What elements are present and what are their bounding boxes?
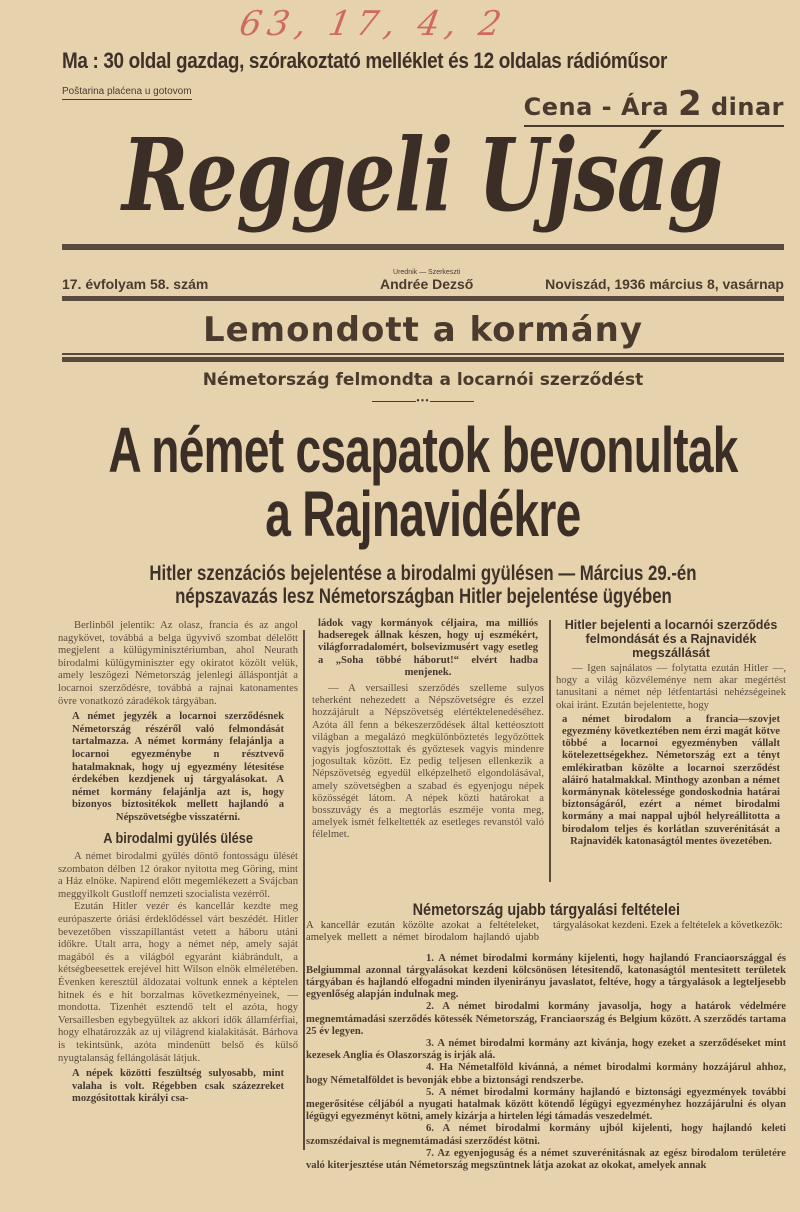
masthead-logo [58, 110, 786, 240]
condition-item: 6. A német birodalmi kormány ujból kijelenti, hogy hajlandó keleti szomszédaival is megnemtámadási szerződést kötni. [306, 1123, 786, 1147]
condition-item: 5. A német birodalmi kormány hajlandó e biztonsági egyezmények további megerősitése céljából a nyugati hatalmak között kötendő légügyi egyezményhez hozzájárulni és olyan légügyi egyezményt kötni, amely kizárja a hirtelen légi támadás veszedelmét. [306, 1086, 786, 1123]
postage-note: Poštarina plaćena u gotovom [62, 86, 192, 100]
bold-paragraph: a német birodalom a francia—szovjet egyezmény következtében nem érzi magát kötve többé a locarnoi egyezményben vállalt kötelezettségekhez. Németország ezt a tényt emlékiratban közölte a locarnoi szerződést aláiró hatalmakkal. Minthogy azonban a német kormánynak kötelessége gondoskodnia határai biztonságáról, ezért a német birodalmi kormány a mai nappal ujból helyreállitotta a birodalom teljes és korlátlan szuverénitását a Rajnavidék katonaságtól mentes övezetében. [562, 713, 780, 847]
editor-label: Urednik — Szerkeszti [393, 269, 461, 276]
subheadline-locarno: Németország felmondta a locarnói szerződést [202, 370, 644, 390]
condition-item: 2. A német birodalmi kormány javasolja, hogy a határok védelmére megnemtámadási szerződés kötessék Németország, Franciaország és Belgium között. A szerződés tartama 25 év legyen. [306, 1001, 786, 1037]
column-3 [556, 618, 786, 850]
divider-rule [62, 296, 784, 301]
section-heading: Hitler bejelenti a locarnói szerződés felmondását és a Rajnavidék megszállását [564, 618, 778, 660]
ornament-divider: ••• [62, 396, 784, 407]
bold-paragraph: ládok vagy kormányok céljaira, ma milliós hadseregek állnak készen, hogy uj eszmékért, világforradalomért, bolsevizmusért vagy esetleg a „Soha többé háborut!“ elvért hadba menjenek. [318, 618, 538, 678]
bold-paragraph: A népek közötti feszültség sulyosabb, mint valaha is volt. Régebben csak százezreket mozgósitottak királyi csa- [72, 1068, 284, 1105]
paragraph: Berlinből jelentik: Az olasz, francia és az angol nagykövet, továbbá a belga ügyvivő szombat délelőtt megjelent a külügyminisztériumban, ahol Neurath birodalmi külügyminiszter egy okiratot közölt velük, amely leszögezi Németország jelenlegi álláspontját a locarnoi szerződésre, továbbá a rajnai katonamentes övre vonatkozó záradékok tárgyában. [58, 620, 298, 707]
paragraph: — A versaillesi szerződés szelleme sulyos teherként nehezedett a Népszövetségre és ezzel hozzájárult a Népszövetség elértéktelenedéséhez. Azóta áll fenn a békeszerződések által kettéosztott világban a megalázó megkülönböztetés legyőzöttek vagyis jogfosztottak és győztesek vagyis mindenre jogosultak között. Ez pedig teljesen ellenkezik a Népszövetség egyedül elképzelhető elgondolásával, amely szövetségben a szabad és egyenjogu népek közösségét látom. A népek közti határokat a bosszuvágy és a megtorlás eszméje vonta meg, amelyek ismét felkeltették az esetleges revanstól való félelmet. [312, 683, 544, 841]
divider-rule [62, 353, 784, 355]
masthead-title: Reggeli Ujság [122, 116, 722, 234]
editor [380, 269, 473, 292]
sub-headline-line-2: népszavazás lesz Németországban Hitler bejelentése ügyében [174, 585, 672, 608]
column-rule [303, 630, 305, 1150]
paragraph: A német birodalmi gyülés döntő fontosságu ülését szombaton délben 12 órakor nyitotta meg Göring, mint a Ház elnöke. Napirend előtt megemlékezett a Svájcban meggyilkolt Gustloff nemzeti szocialista vezérről. [58, 851, 298, 900]
volume-number: 17. évfolyam 58. szám [62, 276, 209, 292]
section-heading: Németország ujabb tárgyalási feltételei [412, 900, 680, 919]
archive-handwritten-number: 63, 17, 4, 2 [236, 4, 511, 44]
dateline: Noviszád, 1936 március 8, vasárnap [545, 276, 784, 292]
condition-item: 3. A német birodalmi kormány azt kivánja, hogy ezeket a szerződéseket mint kezesek Anglia és Olaszország is irják alá. [306, 1038, 786, 1062]
condition-item: 1. A német birodalmi kormány kijelenti, hogy hajlandó Franciaországgal és Belgiummal azonnal tárgyalásokat kezdeni kölcsönösen létesitendő, katonaságtól mentesitett területek tárgyában és hajlandó elfogadni minden ilyenirányu javaslatot, feltéve, hogy a tárgyalások a legteljesebb egyenlőség alapján indulnak meg. [306, 952, 786, 1001]
condition-item: 4. Ha Németalföld kivánná, a német birodalmi kormány hozzájárul ahhoz, hogy Németalföldet is bevonják ebbe a biztonsági rendszerbe. [306, 1062, 786, 1086]
paragraph: — Igen sajnálatos — folytatta ezután Hitler —, hogy a világ közvéleménye nem akar megértést tanusitani a német nép létfentartási nehézségeinek okai iránt. Ezután bejelentette, hogy [556, 663, 786, 711]
masthead-rule [62, 244, 784, 250]
column-rule [549, 620, 551, 882]
paragraph: Ezután Hitler vezér és kancellár kezdte meg európaszerte óriási érdeklődéssel várt beszédét. Hitler bevezetőben visszapillantást vetett a háboru utáni időkre. Utalt arra, hogy a német nép, amely saját magából és a világból egyaránt kiábrándult, a kétségbeesettek erejével hitt Wilson elnök elméletében. Évenken keresztül áldozatai voltunk ennek a képtelen hitnek és e hit borzalmas következményeinek, — mondotta. Tizenhét esztendő telt el azóta, hogy Versaillesben egybegyültek az akkori idők államférfiai, hogy elhatározzák az uj világrend kialakitását. Bárhova is tekintsünk, azóta mindenütt belső és külső nyugtalanság fellángolását látjuk. [58, 901, 298, 1064]
price-unit: dinar [710, 93, 784, 121]
price-prefix: Cena - Ára [523, 93, 670, 121]
main-headline-line-2: a Rajnavidékre [265, 478, 581, 550]
bold-paragraph: A német jegyzék a locarnoi szerződésnek Németország részéről való felmondását tartalmazza. A német kormány felajánlja a locarnoi egyezménybe n résztvevő hatalmaknak, hogy uj egyezmény létesitése érdekében kezdjenek uj tárgyalásokat. A német kormány felajánlja azt is, hogy bizonyos biztositékok mellett hajlandó a Népszövetségbe visszatérni. [72, 711, 284, 823]
column-1 [58, 620, 298, 1109]
negotiation-conditions-article [306, 900, 786, 1172]
headline-government-resigned: Lemondott a kormány [202, 310, 644, 350]
issue-info-bar [62, 268, 784, 294]
supplement-banner: Ma : 30 oldal gazdag, szórakoztató melléklet és 12 oldalas rádióműsor [62, 48, 668, 73]
divider-rule [62, 357, 784, 362]
intro-paragraph: A kancellár ezután közölte azokat a feltételeket, amelyek mellett a német birodalom hajlandó ujabb tárgyalásokat kezdeni. Ezek a feltételek a következők: [306, 920, 783, 944]
sub-headline-line-1: Hitler szenzációs bejelentése a birodalmi gyülésen — Március 29.-én [149, 562, 697, 585]
section-heading: A birodalmi gyülés ülése [103, 829, 253, 847]
editor-name: Andrée Dezső [380, 276, 474, 292]
column-2 [312, 618, 544, 842]
price-amount: 2 [677, 84, 703, 124]
condition-item: 7. Az egyenjoguság és a német szuverénitásnak az egész birodalom területére való kiterjesztése után Németország megszüntnek látja azokat az okokat, amelyek annak [306, 1147, 786, 1172]
main-headline-line-1: A német csapatok bevonultak [108, 414, 738, 486]
